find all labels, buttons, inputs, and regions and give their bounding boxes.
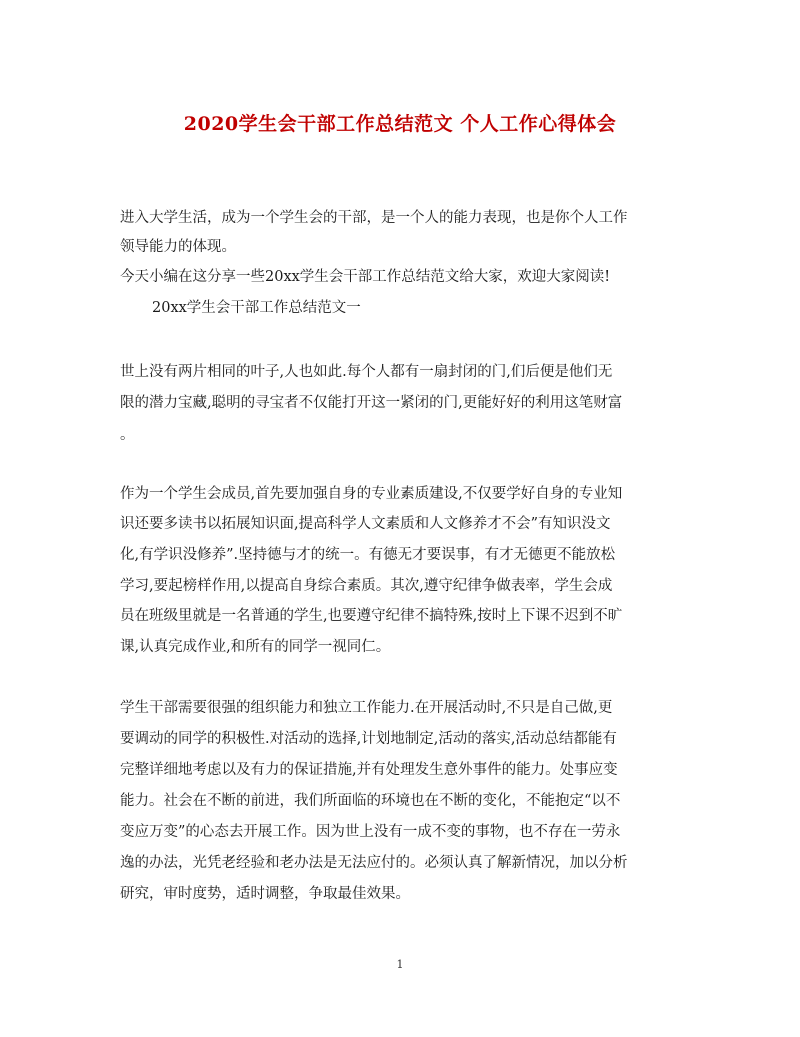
- paragraph-2-line: 作为一个学生会成员,首先要加强自身的专业素质建设,不仅要学好自身的专业知: [120, 486, 623, 502]
- paragraph-2-line: 员在班级里就是一名普通的学生,也要遵守纪律不搞特殊,按时上下课不迟到不旷: [120, 608, 623, 624]
- section-subheading: 20xx学生会干部工作总结范文一: [152, 300, 361, 316]
- paragraph-3-line: 要调动的同学的积极性.对活动的选择,计划地制定,活动的落实,活动总结都能有: [120, 731, 617, 747]
- paragraph-3-line: 变应万变”的心态去开展工作。因为世上没有一成不变的事物，也不存在一劳永: [120, 824, 621, 840]
- intro-line: 进入大学生活，成为一个学生会的干部，是一个人的能力表现，也是你个人工作: [120, 210, 628, 226]
- paragraph-1-line: 世上没有两片相同的叶子,人也如此.每个人都有一扇封闭的门,们后便是他们无: [120, 364, 613, 380]
- paragraph-1-line: 限的潜力宝藏,聪明的寻宝者不仅能打开这一紧闭的门,更能好好的利用这笔财富: [120, 395, 623, 411]
- paragraph-3-line: 逸的办法，光凭老经验和老办法是无法应付的。必须认真了解新情况，加以分析: [120, 855, 628, 871]
- page-number: 1: [396, 958, 404, 971]
- paragraph-2-line: 化,有学识没修养”.坚持德与才的统一。有德无才要误事，有才无德更不能放松: [120, 547, 616, 563]
- document-title: 2020学生会干部工作总结范文 个人工作心得体会: [183, 113, 617, 135]
- paragraph-2-line: 识还要多读书以拓展知识面,提高科学人文素质和人文修养才不会”有知识没文: [120, 516, 611, 532]
- paragraph-3-line: 完整详细地考虑以及有力的保证措施,并有处理发生意外事件的能力。处事应变: [120, 762, 618, 778]
- paragraph-3-line: 学生干部需要很强的组织能力和独立工作能力.在开展活动时,不只是自己做,更: [120, 700, 613, 716]
- paragraph-2-line: 学习,要起榜样作用,以提高自身综合素质。其次,遵守纪律争做表率，学生会成: [120, 578, 613, 594]
- paragraph-3-line: 研究，审时度势，适时调整，争取最佳效果。: [120, 886, 410, 902]
- intro-line: 今天小编在这分享一些20xx学生会干部工作总结范文给大家，欢迎大家阅读!: [120, 269, 611, 285]
- paragraph-2-line: 课,认真完成作业,和所有的同学一视同仁。: [120, 639, 391, 655]
- paragraph-3-line: 能力。社会在不断的前进，我们所面临的环境也在不断的变化，不能抱定“以不: [120, 793, 621, 809]
- paragraph-1-line: 。: [120, 427, 135, 443]
- intro-line: 领导能力的体现。: [120, 239, 236, 255]
